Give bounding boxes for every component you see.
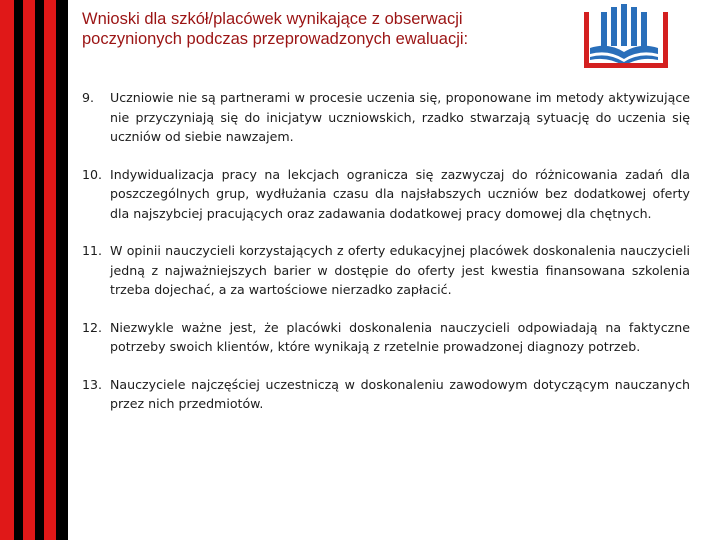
item-number: 9. bbox=[82, 90, 95, 105]
decorative-stripes bbox=[0, 0, 68, 540]
stripe-black bbox=[56, 0, 68, 540]
page-title bbox=[82, 9, 552, 49]
title-line-2: poczynionych podczas przeprowadzonych ewaluacji: bbox=[82, 30, 469, 48]
item-text: Niezwykle ważne jest, że placówki doskonalenia nauczycieli odpowiadają na faktyczne potrzeby swoich klientów, które wynikają z rzetelnie prowadzonej diagnozy potrzeb. bbox=[110, 319, 690, 354]
item-number: 12. bbox=[82, 319, 103, 335]
title-line-1: Wnioski dla szkół/placówek wynikające z obserwacji bbox=[82, 10, 463, 28]
list-item bbox=[82, 88, 690, 147]
stripe-red bbox=[44, 0, 56, 540]
stripe-red bbox=[0, 0, 14, 540]
list-item bbox=[82, 318, 690, 357]
item-number: 10. bbox=[82, 166, 103, 182]
item-text: Nauczyciele najczęściej uczestniczą w doskonaleniu zawodowym dotyczącym nauczanych przez nich przedmiotów. bbox=[110, 376, 690, 411]
item-text: Uczniowie nie są partnerami w procesie uczenia się, proponowane im metody aktywizujące nie przyczyniają się do inicjatyw uczniowskich, rzadko stwarzają sytuację do uczenia się uczniów od siebie nawzajem. bbox=[110, 90, 690, 144]
stripe-black bbox=[14, 0, 23, 540]
stripe-red bbox=[23, 0, 35, 540]
stripe-black bbox=[35, 0, 44, 540]
item-number: 11. bbox=[82, 243, 103, 258]
item-text: Indywidualizacja pracy na lekcjach ogranicza się zazwyczaj do różnicowania zadań dla poszczególnych grup, wydłużania czasu dla najsłabszych uczniów bez dodatkowej oferty dla najszybciej pracujących oraz zadawania dodatkowej pracy domowej dla chętnych. bbox=[110, 166, 690, 221]
conclusions-list bbox=[82, 88, 690, 414]
item-number: 13. bbox=[82, 376, 103, 392]
list-item bbox=[82, 165, 690, 224]
list-item bbox=[82, 375, 690, 414]
item-text: W opinii nauczycieli korzystających z oferty edukacyjnej placówek doskonalenia nauczycieli jedną z najważniejszych barier w dostępie do oferty jest kwestia finansowana szkolenia trzeba dojechać, a za wartościowe nierzadko zapłacić. bbox=[110, 243, 690, 297]
open-book-logo-icon bbox=[584, 4, 668, 68]
list-item bbox=[82, 241, 690, 300]
